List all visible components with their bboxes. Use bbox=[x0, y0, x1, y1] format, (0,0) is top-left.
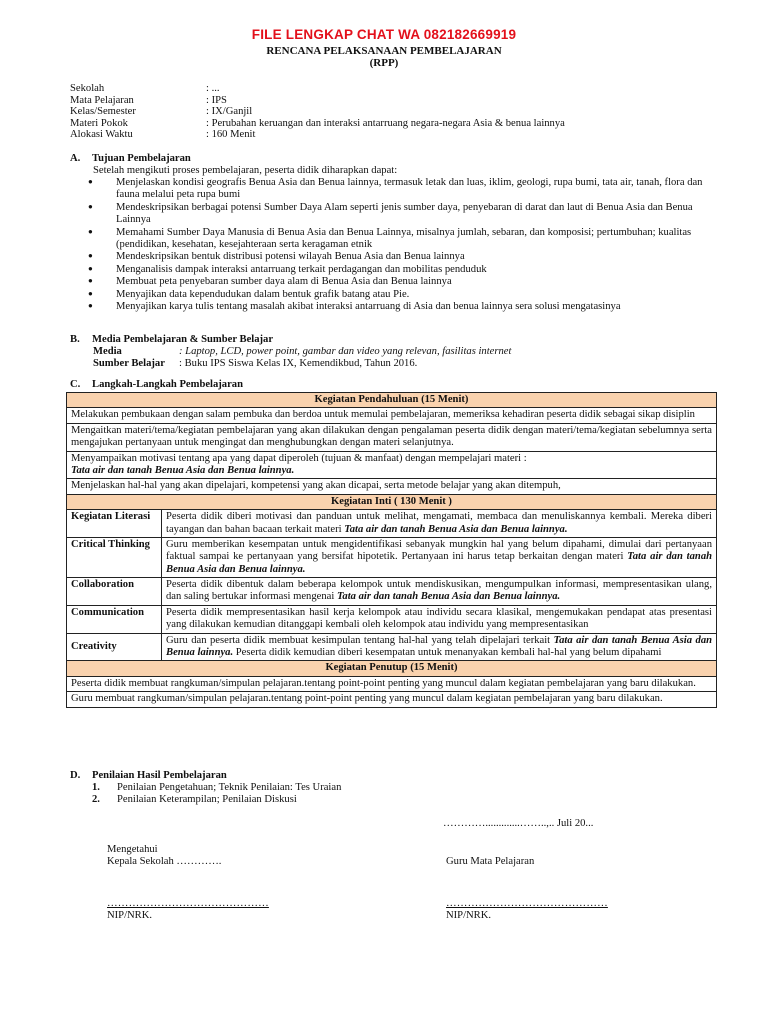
media-label: Media bbox=[93, 346, 122, 357]
objective-item: ● Mendeskripsikan bentuk distribusi potensi wilayah Benua Asia dan Benua lainnya bbox=[88, 251, 716, 263]
row-emphasis: Tata air dan tanah Benua Asia dan Benua lainnya. bbox=[166, 551, 713, 575]
intro-activity-header: Kegiatan Pendahuluan (15 Menit) bbox=[67, 393, 717, 408]
section-b-heading bbox=[70, 334, 273, 346]
contact-banner: FILE LENGKAP CHAT WA 082182669919 bbox=[251, 27, 517, 42]
media-block bbox=[93, 346, 733, 371]
core-activity-row bbox=[67, 537, 717, 577]
row-emphasis: Tata air dan tanah Benua Asia dan Benua lainnya. bbox=[336, 591, 561, 603]
identity-label: Sekolah bbox=[70, 83, 105, 94]
source-row bbox=[93, 358, 733, 370]
row-text: Peserta didik mempresentasikan hasil kerja kelompok atau individu secara klasikal, mengemukakan pendapat atas presentasi yang dilakukan kemudian ditanggapi kembali oleh kelompok atau individu yang mempresentasikan bbox=[166, 606, 712, 631]
identity-label: Mata Pelajaran bbox=[70, 94, 134, 106]
section-letter: B. bbox=[70, 334, 80, 345]
objective-item: ● Mendeskripsikan berbagai potensi Sumber Daya Alam seperti jenis sumber daya, penyebaran di darat dan laut di Benua Asia dan Benua Lainnya bbox=[88, 202, 716, 227]
intro-activity-row bbox=[67, 479, 717, 494]
identity-value: : ... bbox=[206, 83, 220, 94]
row-text: Guru memberikan kesempatan untuk mengidentifikasi sebanyak mungkin hal yang belum dipahami, dimulai dari pertanyaan faktual sampai ke pertanyaan yang bersifat hipotetik. Pertanyaan ini harus tetap berkaitan dengan materi bbox=[166, 538, 712, 563]
closing-activity-header: Kegiatan Penutup (15 Menit) bbox=[67, 661, 717, 676]
identity-value: : 160 Menit bbox=[206, 129, 256, 141]
objective-item: ● Memahami Sumber Daya Manusia di Benua Asia dan Benua Lainnya, misalnya jumlah, sebaran, dan komposisi; pertumbuhan; kualitas (pendidikan, kesehatan, kesejahteraan serta keragaman etnik bbox=[88, 227, 716, 252]
section-title: Media Pembelajaran & Sumber Belajar bbox=[92, 334, 274, 345]
section-a-heading bbox=[70, 153, 191, 165]
signature-date: ………….............……..,.. Juli 20... bbox=[443, 818, 594, 829]
row-text: Mengaitkan materi/tema/kegiatan pembelajaran yang akan dilakukan dengan pengalaman peserta didik dengan materi/tema/kegiatan sebelumnya serta mengajukan pertanyaan untuk mengingat dan menghubungkan dengan materi selanjutnya. bbox=[71, 424, 712, 449]
objective-item: ● Menyajikan data kependudukan dalam bentuk grafik batang atau Pie. bbox=[88, 289, 716, 301]
core-activity-row bbox=[67, 633, 717, 661]
objectives-list bbox=[88, 177, 716, 313]
core-activity-text bbox=[162, 633, 717, 661]
row-emphasis: Tata air dan tanah Benua Asia dan Benua lainnya. bbox=[344, 523, 568, 535]
assessment-number: 2. bbox=[92, 794, 100, 805]
section-title: Langkah-Langkah Pembelajaran bbox=[92, 379, 243, 390]
core-activity-text bbox=[162, 510, 717, 538]
closing-activity-row: Guru membuat rangkuman/simpulan pelajaran.tentang point-point penting yang muncul dalam kegiatan pembelajaran yang baru dilakukan. bbox=[67, 692, 717, 707]
core-activity-label: Kegiatan Literasi bbox=[67, 510, 162, 538]
row-emphasis: Tata air dan tanah Benua Asia dan Benua lainnya. bbox=[71, 464, 295, 476]
intro-activity-row bbox=[67, 423, 717, 451]
identity-row bbox=[70, 83, 710, 95]
section-title: Penilaian Hasil Pembelajaran bbox=[92, 770, 227, 781]
assessment-number: 1. bbox=[92, 782, 100, 793]
objective-item: ● Membuat peta penyebaran sumber daya alam di Benua Asia dan Benua lainnya bbox=[88, 276, 716, 288]
objective-item: ● Menyajikan karya tulis tentang masalah akibat interaksi antarruang di Asia dan benua lainnya sera solusi mengatasinya bbox=[88, 301, 716, 313]
assessment-list bbox=[92, 782, 341, 806]
principal-nip: NIP/NRK. bbox=[107, 910, 153, 921]
identity-label: Alokasi Waktu bbox=[70, 129, 133, 141]
row-text: Melakukan pembukaan dengan salam pembuka dan berdoa untuk memulai pembelajaran, memeriksa kehadiran peserta didik sebagai sikap disiplin bbox=[71, 409, 695, 421]
document-subtitle: (RPP) bbox=[369, 57, 399, 69]
row-emphasis: Tata air dan tanah Benua Asia dan Benua lainnya. bbox=[166, 634, 713, 659]
core-activity-row bbox=[67, 578, 717, 606]
identity-label: Kelas/Semester bbox=[70, 106, 136, 118]
core-activity-text bbox=[162, 605, 717, 633]
identity-row bbox=[70, 95, 710, 107]
section-title: Tujuan Pembelajaran bbox=[92, 153, 191, 164]
core-activity-header: Kegiatan Inti ( 130 Menit ) bbox=[67, 494, 717, 509]
core-activity-label: Creativity bbox=[67, 633, 162, 661]
objective-item: ● Menganalisis dampak interaksi antarruang terkait perdagangan dan mobilitas penduduk bbox=[88, 264, 716, 276]
section-d-heading bbox=[70, 770, 227, 782]
intro-activity-row bbox=[67, 408, 717, 423]
principal-signature-block bbox=[107, 844, 221, 869]
source-value: : Buku IPS Siswa Kelas IX, Kemendikbud, Tahun 2016. bbox=[179, 358, 418, 370]
core-activity-row bbox=[67, 605, 717, 633]
acknowledgement-label: Mengetahui bbox=[107, 844, 158, 855]
identity-row bbox=[70, 118, 710, 130]
row-text: Menjelaskan hal-hal yang akan dipelajari, kompetensi yang akan dicapai, serta metode belajar yang akan ditempuh, bbox=[71, 480, 561, 492]
objective-item: ● Menjelaskan kondisi geografis Benua Asia dan Benua lainnya, termasuk letak dan luas, iklim, geologi, rupa bumi, tata air, tanah, flora dan fauna melalui peta rupa bumi bbox=[88, 177, 716, 202]
principal-signature-line: ……………………………………… bbox=[107, 898, 269, 909]
identity-label: Materi Pokok bbox=[70, 117, 128, 129]
assessment-text: Penilaian Keterampilan; Penilaian Diskusi bbox=[117, 794, 297, 805]
core-activity-text bbox=[162, 537, 717, 577]
teacher-signature-line: ……………………………………… bbox=[446, 898, 608, 909]
row-text: Peserta didik diberi motivasi dan panduan untuk melihat, mengamati, membaca dan menuliskannya kembali. Mereka diberi tayangan dan bahan bacaan terkait materi bbox=[166, 511, 712, 535]
core-activity-text bbox=[162, 578, 717, 606]
identity-row bbox=[70, 106, 710, 118]
media-value: : Laptop, LCD, power point, gambar dan video yang relevan, fasilitas internet bbox=[179, 346, 512, 357]
core-activity-row bbox=[67, 510, 717, 538]
section-c-heading bbox=[70, 379, 243, 391]
teacher-label: Guru Mata Pelajaran bbox=[446, 856, 535, 867]
document-title: RENCANA PELAKSANAAN PEMBELAJARAN bbox=[266, 45, 502, 57]
intro-activity-row bbox=[67, 451, 717, 479]
teacher-nip: NIP/NRK. bbox=[446, 910, 492, 921]
row-text: Peserta didik dibentuk dalam beberapa kelompok untuk mendiskusikan, mengumpulkan informasi, mempresentasikan ulang, dan saling bertukar informasi mengenai bbox=[166, 579, 712, 603]
core-activity-label: Critical Thinking bbox=[67, 537, 162, 577]
identity-value: : Perubahan keruangan dan interaksi antarruang negara-negara Asia & benua lainnya bbox=[206, 117, 565, 129]
assessment-item bbox=[92, 794, 341, 806]
section-letter: D. bbox=[70, 770, 81, 781]
assessment-item bbox=[92, 782, 341, 794]
closing-activity-row: Peserta didik membuat rangkuman/simpulan pelajaran.tentang point-point penting yang muncul dalam kegiatan pembelajaran yang baru dilakukan. bbox=[67, 676, 717, 691]
identity-row bbox=[70, 129, 710, 141]
core-activity-label: Communication bbox=[67, 605, 162, 633]
row-tail: Peserta didik kemudian diberi kesempatan untuk menanyakan kembali hal-hal yang belum dipahami bbox=[235, 647, 662, 659]
row-text: Guru dan peserta didik membuat kesimpulan tentang hal-hal yang telah dipelajari terkait bbox=[166, 634, 551, 646]
identity-value: : IPS bbox=[206, 94, 227, 106]
core-activity-label: Collaboration bbox=[67, 578, 162, 606]
objectives-intro: Setelah mengikuti proses pembelajaran, peserta didik diharapkan dapat: bbox=[93, 165, 398, 176]
assessment-text: Penilaian Pengetahuan; Teknik Penilaian: Tes Uraian bbox=[117, 782, 342, 793]
identity-block bbox=[70, 83, 710, 141]
section-letter: C. bbox=[70, 379, 81, 390]
source-label: Sumber Belajar bbox=[93, 358, 165, 370]
row-text: Menyampaikan motivasi tentang apa yang dapat diperoleh (tujuan & manfaat) dengan mempelajari materi : bbox=[71, 452, 527, 464]
media-row bbox=[93, 346, 733, 358]
section-letter: A. bbox=[70, 153, 81, 164]
learning-steps-table bbox=[66, 392, 717, 708]
principal-label: Kepala Sekolah …………. bbox=[107, 856, 222, 868]
identity-value: : IX/Ganjil bbox=[206, 106, 253, 118]
